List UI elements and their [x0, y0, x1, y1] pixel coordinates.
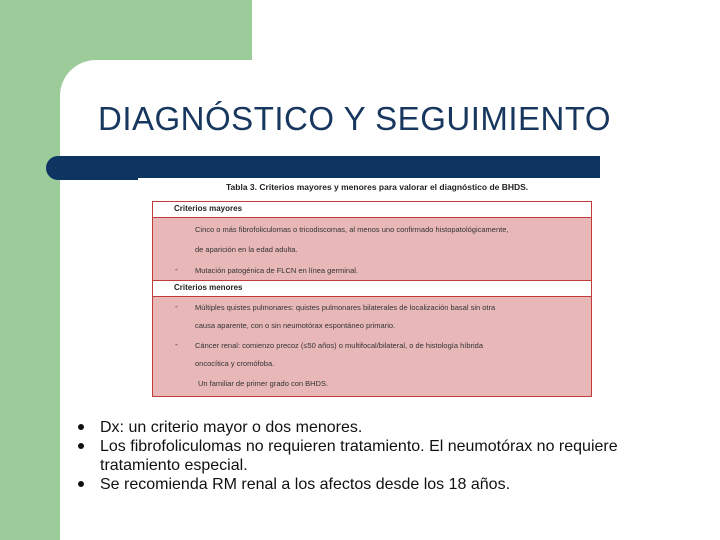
minor-row: oncocítica y cromófoba. [195, 359, 275, 368]
bullet-text: Los fibrofoliculomas no requieren tratamiento. El neumotórax no requiere tratamiento especial. [100, 438, 618, 474]
major-row: de aparición en la edad adulta. [195, 245, 298, 254]
bullet-icon [78, 481, 84, 487]
bullet-icon [78, 424, 84, 430]
minor-criteria-block [153, 297, 591, 396]
major-row: Mutación patogénica de FLCN en línea germinal. [195, 266, 359, 275]
title-divider-bar [46, 156, 600, 180]
list-dash: - [175, 265, 178, 274]
minor-row: Cáncer renal: comienzo precoz (≤50 años) o multifocal/bilateral, o de histología híbrida [195, 341, 484, 350]
minor-row: Múltiples quistes pulmonares: quistes pulmonares bilaterales de localización basal sin otra [195, 303, 496, 312]
minor-row: Un familiar de primer grado con BHDS. [198, 379, 329, 388]
table-caption: Tabla 3. Criterios mayores y menores para valorar el diagnóstico de BHDS. [226, 182, 529, 192]
list-dash: - [175, 302, 178, 311]
criteria-table-image [138, 178, 600, 398]
bullet-item [78, 475, 698, 494]
bullet-icon [78, 443, 84, 449]
minor-row: causa aparente, con o sin neumotórax espontáneo primario. [195, 321, 396, 330]
minor-criteria-header-label: Criterios menores [174, 283, 243, 292]
minor-criteria-header [153, 280, 591, 297]
major-criteria-header-label: Criterios mayores [174, 204, 243, 213]
bullet-item [78, 418, 698, 437]
slide-title: DIAGNÓSTICO Y SEGUIMIENTO [98, 100, 612, 137]
bullet-list [78, 418, 698, 494]
divider-bullet-icon [57, 163, 67, 173]
major-row: Cinco o más fibrofoliculomas o tricodiscomas, al menos uno confirmado histopatológicamente, [195, 225, 509, 234]
major-criteria-header [153, 202, 591, 218]
bullet-text: Dx: un criterio mayor o dos menores. [100, 419, 363, 436]
bullet-item [78, 437, 698, 475]
criteria-table [152, 201, 592, 397]
list-dash: - [175, 340, 178, 349]
bullet-text: Se recomienda RM renal a los afectos desde los 18 años. [100, 476, 511, 493]
